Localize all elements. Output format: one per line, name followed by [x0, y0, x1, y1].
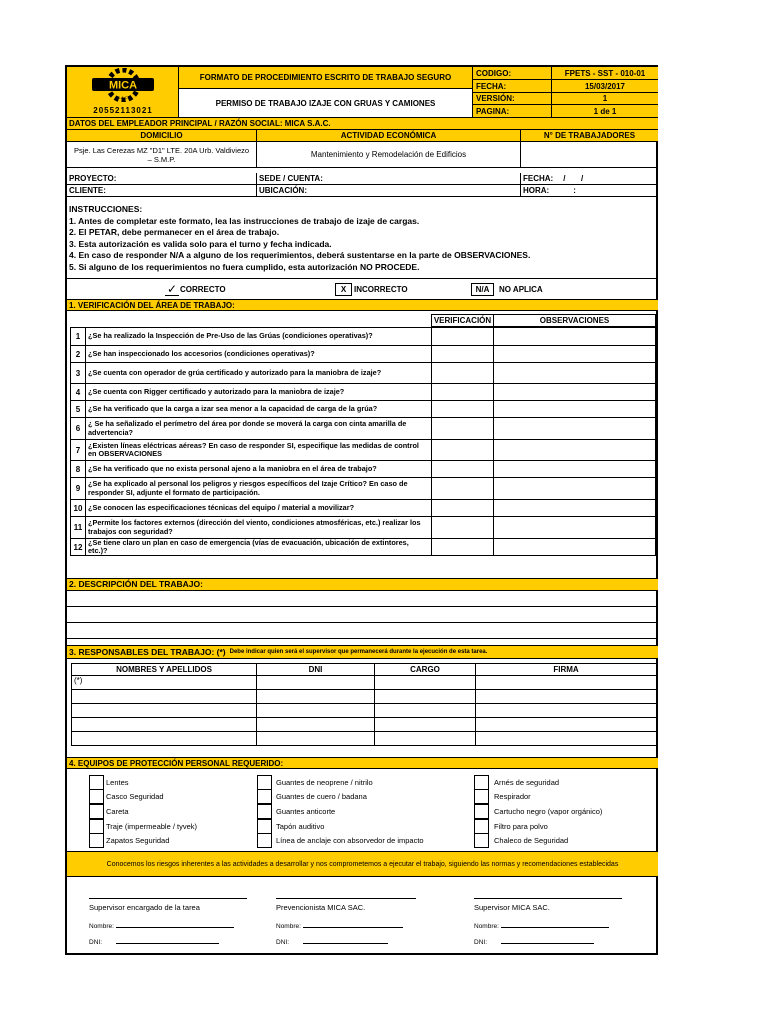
- responsables-cell[interactable]: [71, 689, 257, 704]
- meta-code-value: FPETS - SST - 010-01: [552, 67, 658, 80]
- signature-role: Supervisor encargado de la tarea: [89, 903, 200, 912]
- responsables-cell[interactable]: [71, 703, 257, 718]
- observation-cell[interactable]: [493, 477, 656, 500]
- hora-field[interactable]: [521, 185, 658, 197]
- responsables-cell[interactable]: [256, 689, 375, 704]
- epp-checkbox[interactable]: [257, 775, 272, 790]
- section1-title: 1. VERIFICACIÓN DEL ÁREA DE TRABAJO:: [67, 299, 658, 311]
- epp-label: Zapatos Seguridad: [106, 836, 170, 845]
- question-text: ¿Se conocen las especificaciones técnicas del equipo / material a movilizar?: [85, 499, 432, 517]
- svg-text:S.A.C.: S.A.C.: [117, 95, 129, 100]
- hora-label: HORA:: [523, 186, 550, 195]
- signature-line[interactable]: [276, 887, 416, 899]
- instruction-2: 2. El PETAR, debe permanecer en el área de trabajo.: [69, 227, 280, 237]
- epp-checkbox[interactable]: [257, 804, 272, 819]
- legend-no-aplica: NO APLICA: [499, 285, 543, 294]
- question-number: 7: [70, 439, 86, 461]
- signature-nombre-field[interactable]: [89, 921, 247, 931]
- meta-page-label: PAGINA:: [473, 105, 552, 118]
- epp-checkbox[interactable]: [474, 833, 489, 848]
- epp-label: Cartucho negro (vapor orgánico): [494, 807, 603, 816]
- cliente-field[interactable]: CLIENTE:: [67, 185, 257, 197]
- question-number: 11: [70, 516, 86, 539]
- svg-text:MICA: MICA: [108, 79, 138, 92]
- observation-cell[interactable]: [493, 499, 656, 517]
- question-text: ¿Se cuenta con operador de grúa certificado y autorizado para la maniobra de izaje?: [85, 362, 432, 384]
- question-text: ¿Se han inspeccionado los accesorios (condiciones operativas)?: [85, 345, 432, 363]
- question-number: 4: [70, 383, 86, 401]
- verification-cell[interactable]: [431, 538, 494, 556]
- observation-cell[interactable]: [493, 417, 656, 440]
- ruc-number: 20552113021: [93, 105, 153, 115]
- meta-code-label: CODIGO:: [473, 67, 552, 80]
- verification-cell[interactable]: [431, 499, 494, 517]
- observation-cell[interactable]: [493, 516, 656, 539]
- epp-label: Traje (impermeable / tyvek): [106, 822, 197, 831]
- instruction-1: 1. Antes de completar este formato, lea las instrucciones de trabajo de izaje de cargas.: [69, 215, 420, 226]
- nombre-blank: [303, 921, 403, 928]
- epp-label: Tapón auditivo: [276, 822, 325, 831]
- logo-cell: [67, 67, 179, 118]
- signature-line[interactable]: [89, 887, 247, 899]
- observation-cell[interactable]: [493, 400, 656, 418]
- responsables-cell[interactable]: [374, 703, 476, 718]
- verification-cell[interactable]: [431, 417, 494, 440]
- question-number: 10: [70, 499, 86, 517]
- responsables-cell[interactable]: (*): [71, 675, 257, 690]
- meta-version-label: VERSIÓN:: [473, 93, 552, 105]
- observation-cell[interactable]: [493, 538, 656, 556]
- question-text: ¿ Se ha señalizado el perímetro del área por donde se moverá la carga con cinta amarilla de advertencia?: [85, 417, 432, 440]
- signature-role: Supervisor MICA SAC.: [474, 903, 550, 912]
- hora-colon: :: [573, 186, 576, 195]
- observation-cell[interactable]: [493, 439, 656, 461]
- observation-cell[interactable]: [493, 460, 656, 478]
- fecha-label: FECHA:: [523, 174, 554, 183]
- meta-page-value: 1 de 1: [552, 105, 658, 118]
- col-domicilio: DOMICILIO: [67, 130, 257, 142]
- question-number: 12: [70, 538, 86, 556]
- epp-label: Guantes de cuero / badana: [276, 792, 367, 801]
- trabajadores-value[interactable]: [521, 142, 658, 168]
- epp-checkbox[interactable]: [257, 833, 272, 848]
- epp-checkbox[interactable]: [89, 789, 104, 804]
- responsables-cell[interactable]: [475, 703, 657, 718]
- question-text: ¿Se tiene claro un plan en caso de emergencia (vías de evacuación, ubicación de extintores, etc.)?: [85, 538, 432, 556]
- permit-form: [65, 65, 658, 955]
- legend-na-box: N/A: [471, 283, 494, 296]
- responsables-cell[interactable]: [71, 717, 257, 732]
- nombre-label: Nombre:: [474, 923, 499, 930]
- question-number: 6: [70, 417, 86, 440]
- epp-label: Línea de anclaje con absorvedor de impacto: [276, 836, 424, 845]
- epp-label: Careta: [106, 807, 129, 816]
- question-number: 5: [70, 400, 86, 418]
- epp-checkbox[interactable]: [257, 819, 272, 834]
- question-text: ¿Se ha verificado que la carga a izar sea menor a la capacidad de carga de la grúa?: [85, 400, 432, 418]
- form-title: FORMATO DE PROCEDIMIENTO ESCRITO DE TRABAJO SEGURO: [179, 67, 473, 89]
- signature-nombre-field[interactable]: [474, 921, 622, 931]
- legend-incorrecto: INCORRECTO: [354, 285, 408, 294]
- nombre-blank: [116, 921, 234, 928]
- dni-label: DNI:: [89, 939, 102, 946]
- question-number: 8: [70, 460, 86, 478]
- epp-checkbox[interactable]: [89, 804, 104, 819]
- dni-blank: [501, 937, 594, 944]
- observation-cell[interactable]: [493, 383, 656, 401]
- instruction-4: 4. En caso de responder N/A a alguno de los requerimientos, deberá sustentarse en la parte de OBSERVACIONES.: [69, 250, 531, 260]
- responsables-col-header: NOMBRES Y APELLIDOS: [71, 663, 257, 676]
- signature-nombre-field[interactable]: [276, 921, 416, 931]
- verification-cell[interactable]: [431, 516, 494, 539]
- question-text: ¿Se ha explicado al personal los peligros y riesgos específicos del Izaje Crítico? En caso de responder SI, adjunte el formato de participación.: [85, 477, 432, 500]
- meta-date-label: FECHA:: [473, 80, 552, 93]
- epp-checkbox[interactable]: [474, 789, 489, 804]
- verification-cell[interactable]: [431, 400, 494, 418]
- question-number: 9: [70, 477, 86, 500]
- question-text: ¿Permite los factores externos (dirección del viento, condiciones atmosféricas, etc.) realizar los trabajos con seguridad?: [85, 516, 432, 539]
- nombre-label: Nombre:: [276, 923, 301, 930]
- question-text: ¿Se ha verificado que no exista personal ajeno a la maniobra en el área de trabajo?: [85, 460, 432, 478]
- question-text: ¿Existen líneas eléctricas aéreas? En caso de responder SI, especifique las medidas de control en OBSERVACIONES: [85, 439, 432, 461]
- instructions-title: INSTRUCCIONES:: [69, 204, 143, 214]
- instructions-box: [67, 202, 658, 279]
- epp-checkbox[interactable]: [474, 819, 489, 834]
- domicilio-value: Psje. Las Cerezas MZ "D1" LTE. 20A Urb. Valdiviezo – S.M.P.: [67, 142, 257, 168]
- mica-logo-icon: [88, 68, 158, 102]
- epp-checkbox[interactable]: [89, 833, 104, 848]
- legend-check-box: ✓: [166, 281, 178, 296]
- ubicacion-field[interactable]: UBICACIÓN:: [257, 185, 521, 197]
- epp-checkbox[interactable]: [89, 819, 104, 834]
- responsables-cell[interactable]: [374, 731, 476, 746]
- epp-checkbox[interactable]: [257, 789, 272, 804]
- col-observaciones: OBSERVACIONES: [493, 314, 656, 327]
- section3-note: Debe indicar quien será el supervisor que permanecerá durante la ejecución de esta tarea.: [229, 648, 488, 655]
- description-line-1[interactable]: [67, 591, 658, 607]
- fecha-field[interactable]: [521, 173, 658, 185]
- observation-cell[interactable]: [493, 362, 656, 384]
- responsables-cell[interactable]: [374, 689, 476, 704]
- section2-title: 2. DESCRIPCIÓN DEL TRABAJO:: [67, 578, 658, 591]
- responsables-cell[interactable]: [475, 675, 657, 690]
- responsables-cell[interactable]: [256, 675, 375, 690]
- epp-checkbox[interactable]: [474, 804, 489, 819]
- responsables-cell[interactable]: [71, 731, 257, 746]
- legend-correcto: CORRECTO: [180, 285, 226, 294]
- fecha-slashes: / /: [563, 174, 584, 183]
- responsables-cell[interactable]: [256, 703, 375, 718]
- responsables-col-header: CARGO: [374, 663, 476, 676]
- epp-label: Casco Seguridad: [106, 792, 164, 801]
- epp-label: Lentes: [106, 778, 129, 787]
- col-verificacion: VERIFICACIÓN: [431, 314, 494, 327]
- verification-cell[interactable]: [431, 477, 494, 500]
- dni-blank: [303, 937, 388, 944]
- section3-title-text: 3. RESPONSABLES DEL TRABAJO: (*): [69, 646, 226, 657]
- signature-role: Prevencionista MICA SAC.: [276, 903, 366, 912]
- epp-label: Respirador: [494, 792, 531, 801]
- signature-dni-field[interactable]: [276, 937, 416, 947]
- question-number: 3: [70, 362, 86, 384]
- epp-label: Filtro para polvo: [494, 822, 548, 831]
- signature-dni-field[interactable]: [474, 937, 622, 947]
- sede-field[interactable]: SEDE / CUENTA:: [257, 173, 521, 185]
- question-text: ¿Se cuenta con Rigger certificado y autorizado para la maniobra de izaje?: [85, 383, 432, 401]
- legend-x-box: X: [335, 283, 352, 296]
- commitment-banner: Conocemos los riesgos inherentes a las actividades a desarrollar y nos comprometemos a ejecutar el trabajo, siguiendo las normas y recomendaciones establecidas: [67, 851, 658, 877]
- responsables-cell[interactable]: [256, 731, 375, 746]
- col-trabajadores: N° DE TRABAJADORES: [521, 130, 658, 142]
- meta-date-value: 15/03/2017: [552, 80, 658, 93]
- epp-label: Guantes de neoprene / nitrilo: [276, 778, 373, 787]
- instruction-3: 3. Esta autorización es valida solo para el turno y fecha indicada.: [69, 238, 332, 249]
- epp-label: Arnés de seguridad: [494, 778, 560, 787]
- nombre-label: Nombre:: [89, 923, 114, 930]
- col-actividad: ACTIVIDAD ECONÓMICA: [257, 130, 521, 142]
- responsables-col-header: DNI: [256, 663, 375, 676]
- responsables-cell[interactable]: [374, 675, 476, 690]
- meta-version-value: 1: [552, 93, 658, 105]
- responsables-col-header: FIRMA: [475, 663, 657, 676]
- employer-heading: DATOS DEL EMPLEADOR PRINCIPAL / RAZÓN SOCIAL: MICA S.A.C.: [67, 118, 658, 130]
- signature-line[interactable]: [474, 887, 622, 899]
- description-line-2[interactable]: [67, 607, 658, 623]
- dni-label: DNI:: [276, 939, 289, 946]
- signature-dni-field[interactable]: [89, 937, 247, 947]
- epp-label: Guantes anticorte: [276, 807, 336, 816]
- proyecto-field[interactable]: PROYECTO:: [67, 173, 257, 185]
- verification-cell[interactable]: [431, 327, 494, 346]
- observation-cell[interactable]: [493, 345, 656, 363]
- verification-cell[interactable]: [431, 383, 494, 401]
- dni-blank: [116, 937, 219, 944]
- epp-checkbox[interactable]: [89, 775, 104, 790]
- verification-cell[interactable]: [431, 439, 494, 461]
- observation-cell[interactable]: [493, 327, 656, 346]
- question-number: 2: [70, 345, 86, 363]
- section3-title: [67, 645, 658, 659]
- responsables-cell[interactable]: [475, 717, 657, 732]
- actividad-value: Mantenimiento y Remodelación de Edificios: [257, 142, 521, 168]
- verification-cell[interactable]: [431, 460, 494, 478]
- responsables-cell[interactable]: [475, 689, 657, 704]
- form-subtitle: PERMISO DE TRABAJO IZAJE CON GRUAS Y CAMIONES: [179, 89, 473, 118]
- question-number: 1: [70, 327, 86, 346]
- epp-label: Chaleco de Seguridad: [494, 836, 569, 845]
- responsables-cell[interactable]: [256, 717, 375, 732]
- responsables-cell[interactable]: [374, 717, 476, 732]
- epp-checkbox[interactable]: [474, 775, 489, 790]
- nombre-blank: [501, 921, 609, 928]
- verification-cell[interactable]: [431, 345, 494, 363]
- verification-cell[interactable]: [431, 362, 494, 384]
- responsables-cell[interactable]: [475, 731, 657, 746]
- dni-label: DNI:: [474, 939, 487, 946]
- question-text: ¿Se ha realizado la Inspección de Pre-Uso de las Grúas (condiciones operativas)?: [85, 327, 432, 346]
- description-line-3[interactable]: [67, 623, 658, 639]
- section4-title: 4. EQUIPOS DE PROTECCIÓN PERSONAL REQUERIDO:: [67, 757, 658, 769]
- instruction-5: 5. Si alguno de los requerimientos no fuera cumplido, esta autorización NO PROCEDE.: [69, 261, 420, 272]
